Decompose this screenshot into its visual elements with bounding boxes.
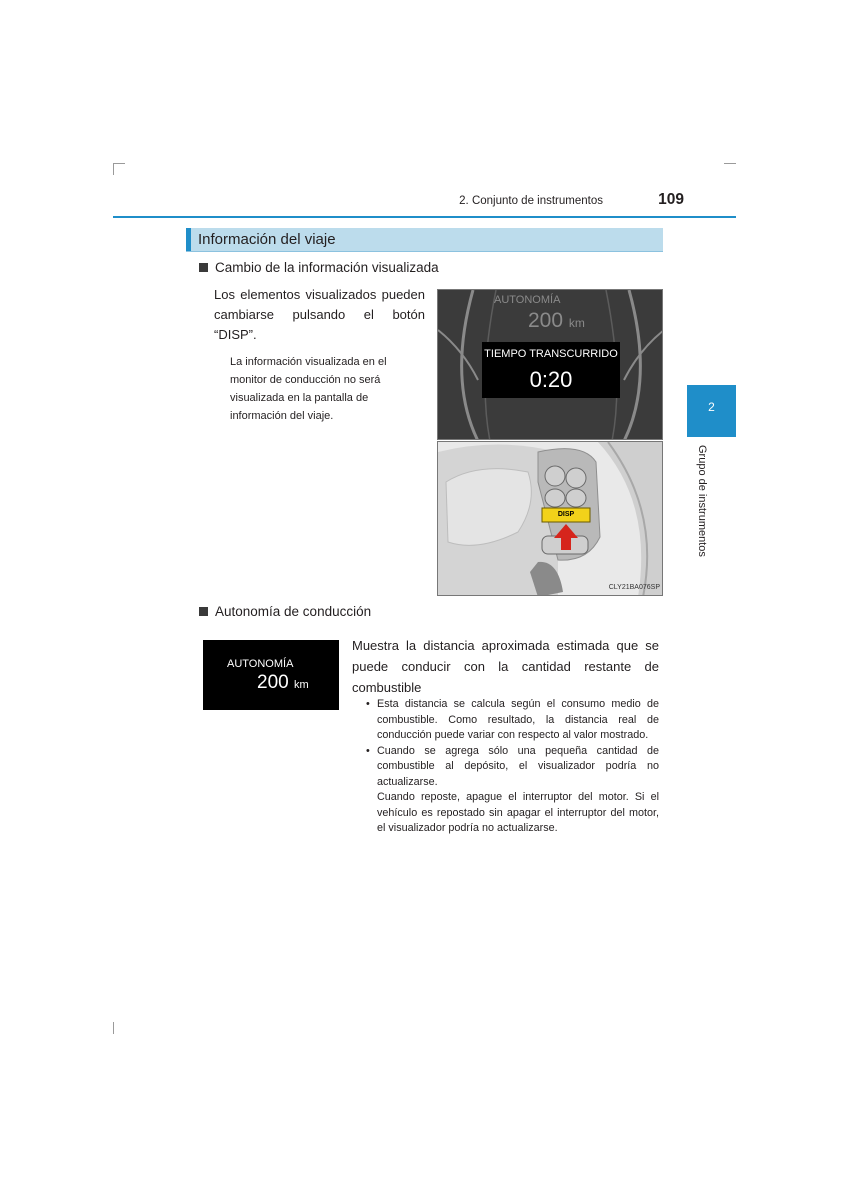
chapter-label-text: Grupo de instrumentos	[696, 445, 708, 557]
dimmed-range-value	[528, 309, 585, 333]
crop-mark-top-right	[724, 163, 736, 164]
dimmed-range-number: 200	[528, 309, 564, 332]
display-change-body: Los elementos visualizados pueden cambiarse pulsando el botón “DISP”.	[214, 287, 425, 342]
running-header-section: 2. Conjunto de instrumentos	[459, 195, 603, 207]
range-display-label: AUTONOMÍA	[227, 658, 294, 670]
chapter-label	[694, 445, 714, 575]
figure-code: CLY21BA076SP	[608, 584, 660, 591]
range-note-text: Esta distancia se calcula según el consumo medio de combustible. Como resultado, la distancia real de conducción puede variar con respecto al valor mostrado.	[377, 698, 659, 741]
section-title-marker	[186, 228, 191, 252]
range-note-item: • Cuando se agrega sólo una pequeña cantidad de combustible al depósito, el visualizador podría no actualizarse.	[366, 744, 659, 788]
range-display-value	[257, 672, 309, 694]
dimmed-range-unit: km	[568, 316, 585, 330]
range-note-continuation: Cuando reposte, apague el interruptor del motor. Si el vehículo es repostado sin apagar el interruptor del motor, el visualizador podría no actualizarse.	[377, 791, 659, 834]
section-title: Información del viaje	[198, 231, 336, 248]
dimmed-range-label: AUTONOMÍA	[494, 294, 561, 306]
disp-button: DISP	[557, 511, 575, 518]
range-display-number: 200	[257, 672, 289, 693]
crop-mark-top-left	[113, 163, 125, 164]
trip-info-display-illustration	[437, 289, 663, 440]
steering-wheel-graphic	[438, 442, 663, 596]
subsection-heading-range	[199, 604, 371, 619]
chapter-number: 2	[708, 400, 715, 414]
range-note-text: Cuando se agrega sólo una pequeña cantidad de combustible al depósito, el visualizador podría no actualizarse.	[377, 744, 659, 788]
range-note-item: • Esta distancia se calcula según el consumo medio de combustible. Como resultado, la distancia real de conducción puede variar con respecto al valor mostrado.	[366, 698, 659, 741]
crop-mark-bottom-left	[113, 1022, 114, 1034]
section-title-bar	[186, 228, 663, 252]
subsection-heading-text: Cambio de la información visualizada	[215, 260, 439, 275]
section-title-underline	[186, 251, 663, 252]
subsection-heading-text: Autonomía de conducción	[215, 604, 372, 619]
range-notes-list	[364, 697, 659, 837]
range-display-illustration	[203, 640, 339, 710]
page-number: 109	[658, 191, 684, 208]
square-bullet-icon	[199, 607, 208, 616]
range-body: Muestra la distancia aproximada estimada que se puede conducir con la cantidad restante de combustible	[352, 638, 659, 695]
subsection-heading-display-change	[199, 260, 439, 275]
display-change-note: La información visualizada en el monitor de conducción no será visualizada en la pantalla de información del viaje.	[230, 356, 387, 422]
elapsed-time-value: 0:20	[529, 367, 573, 392]
range-display-unit: km	[293, 679, 309, 691]
square-bullet-icon	[199, 263, 208, 272]
steering-wheel-illustration	[437, 441, 663, 596]
elapsed-time-label: TIEMPO TRANSCURRIDO	[484, 348, 618, 360]
header-rule	[113, 216, 736, 218]
chapter-tab[interactable]	[687, 385, 736, 437]
crop-mark-top-left-vertical	[113, 163, 114, 175]
